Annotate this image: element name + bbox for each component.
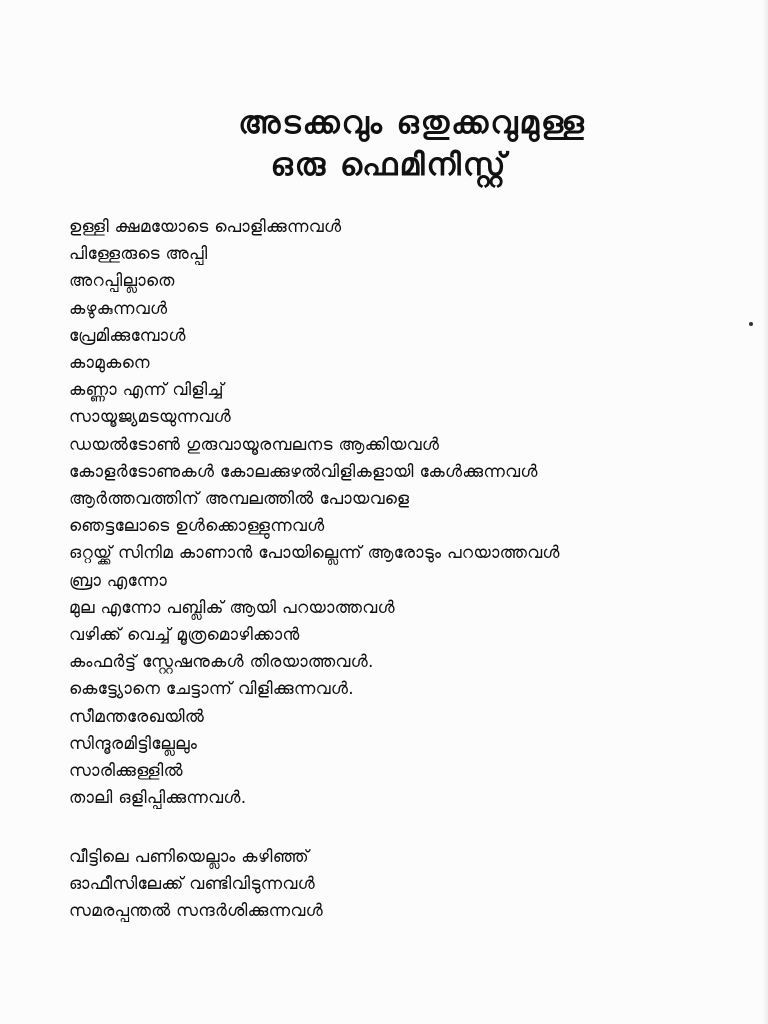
poem-line: ഞെട്ടലോടെ ഉൾക്കൊള്ളുന്നവൾ (69, 516, 325, 537)
poem-line: വീട്ടിലെ പണിയെല്ലാം കഴിഞ്ഞ് (69, 847, 309, 867)
poem-line: കംഫർട്ട് സ്റ്റേഷനുകൾ തിരയാത്തവൾ. (69, 652, 374, 673)
poem-line: കണ്ണാ എന്ന് വിളിച്ച് (69, 380, 224, 401)
poem-title (0, 102, 768, 186)
poem-line: ഉള്ളി ക്ഷമയോടെ പൊളിക്കുന്നവൾ (69, 217, 342, 237)
scan-speck (749, 322, 753, 326)
poem-line: സായൂജ്യമടയുന്നവൾ (69, 407, 231, 428)
poem-line: മുല എന്നോ പബ്ലിക് ആയി പറയാത്തവൾ (69, 597, 395, 618)
poem-line: ഡയൽടോൺ ഗുരുവായൂരമ്പലനട ആക്കിയവൾ (69, 434, 440, 455)
page-edge-shadow (762, 0, 768, 1024)
stanza-1 (69, 214, 759, 812)
poem-line: താലി ഒളിപ്പിക്കുന്നവൾ. (69, 788, 247, 809)
poem-line: കാമുകനെ (69, 353, 150, 374)
poem-line: സീമന്തരേഖയിൽ (69, 706, 205, 727)
poem-line: സിന്ദൂരമിട്ടില്ലേലും (69, 733, 198, 754)
stanza-2 (69, 844, 759, 926)
poem-line: കെട്ട്യോനെ ചേട്ടാന്ന് വിളിക്കുന്നവൾ. (69, 679, 354, 700)
poem-line: കോളർടോണുകൾ കോലക്കുഴൽവിളികളായി കേൾക്കുന്നവൾ (69, 461, 538, 482)
poem-line: ഒറ്റയ്ക്ക് സിനിമ കാണാൻ പോയില്ലെന്ന് ആരോടും പറയാത്തവൾ (69, 543, 560, 564)
poem-line: സാരിക്കുള്ളിൽ (69, 761, 183, 782)
poem-line: അറപ്പില്ലാതെ (69, 271, 175, 292)
poem-line: വഴിക്ക് വെച്ച് മൂത്രമൊഴിക്കാൻ (69, 625, 300, 646)
poem-line: പിള്ളേരുടെ അപ്പി (69, 244, 208, 265)
poem-line: ഓഫീസിലേക്ക് വണ്ടിവിടുന്നവൾ (69, 874, 316, 895)
poem-line: പ്രേമിക്കുമ്പോൾ (69, 325, 186, 346)
poem-line: ആർത്തവത്തിന് അമ്പലത്തിൽ പോയവളെ (69, 489, 410, 510)
poem-line: ബ്രാ എന്നോ (69, 570, 167, 591)
title-line-1: അടക്കവും ഒതുക്കവുമുള്ള (238, 105, 586, 141)
title-line-2: ഒരു ഫെമിനിസ്റ്റ് (270, 147, 508, 183)
poem-line: കഴുകുന്നവൾ (69, 298, 168, 319)
poem-line: സമരപ്പന്തൽ സന്ദർശിക്കുന്നവൾ (69, 901, 323, 922)
